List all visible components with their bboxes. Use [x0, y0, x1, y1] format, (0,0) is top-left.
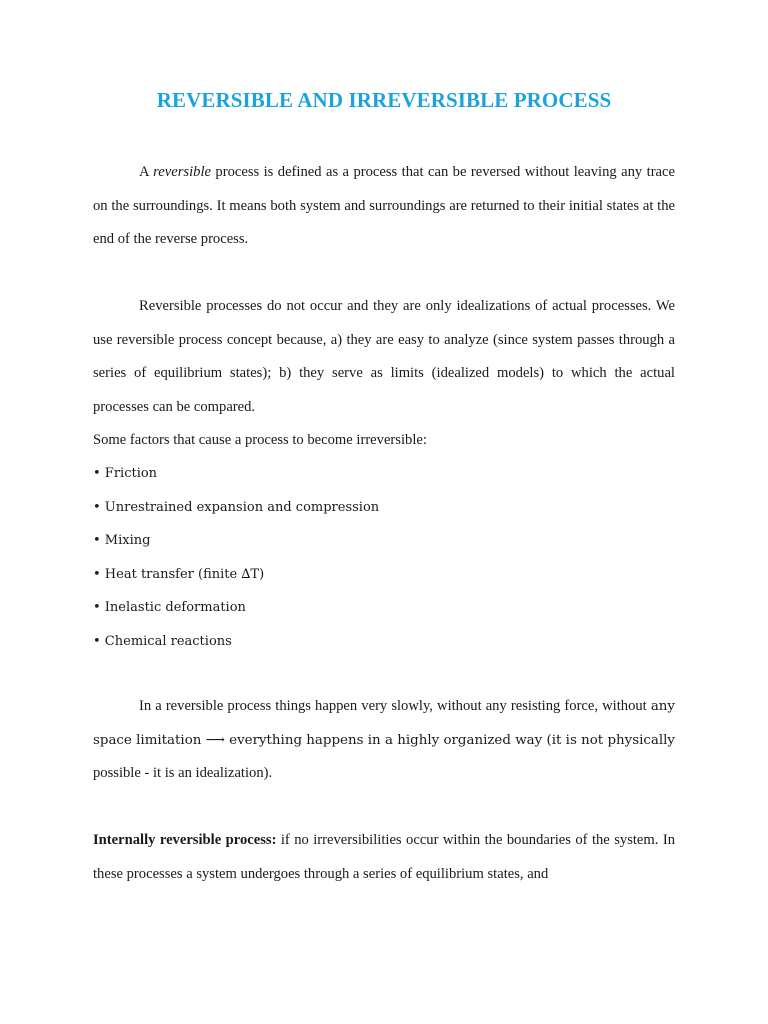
list-item: • Unrestrained expansion and compression	[93, 499, 380, 515]
paragraph1-rest: process is defined as a process that can be reversed without leaving any trace on the surroundings. It means both system and surroundings are returned to their initial states at the end of the reverse process.	[93, 164, 675, 247]
paragraph3-part3: possible - it is an idealization).	[93, 765, 273, 781]
list-item: • Heat transfer (finite ∆T)	[93, 566, 265, 582]
paragraph3-part1: In a reversible process things happen very slowly, without any resisting force, without	[139, 698, 651, 714]
page-title: REVERSIBLE AND IRREVERSIBLE PROCESS	[156, 88, 612, 112]
paragraph4-rest: if no irreversibilities occur within the boundaries of the system. In these processes a system undergoes through a series of equilibrium states, and	[93, 832, 675, 882]
paragraph4-term: Internally reversible process:	[93, 832, 277, 848]
paragraph-internally-reversible	[93, 824, 675, 891]
list-item: • Mixing	[93, 533, 151, 548]
list-item: • Inelastic deformation	[93, 600, 246, 615]
paragraph3-part2: any space limitation ⟶ everything happens in a highly organized way (it is not physically	[93, 699, 675, 748]
paragraph-reversible-definition	[93, 156, 675, 257]
list-item: • Friction	[93, 466, 158, 481]
paragraph-idealizations: Reversible processes do not occur and they are only idealizations of actual processes. We use reversible process concept because, a) they are easy to analyze (since system passes through a series of equilibrium states); b) they serve as limits (idealized models) to which the actual processes can be compared.	[93, 298, 675, 415]
factors-intro: Some factors that cause a process to become irreversible:	[93, 432, 427, 448]
list-item: • Chemical reactions	[93, 633, 232, 649]
paragraph-slow-process	[93, 690, 675, 791]
paragraph1-emphasis: reversible	[153, 164, 211, 180]
paragraph1-prefix: A	[139, 164, 154, 180]
factors-list	[93, 457, 379, 658]
